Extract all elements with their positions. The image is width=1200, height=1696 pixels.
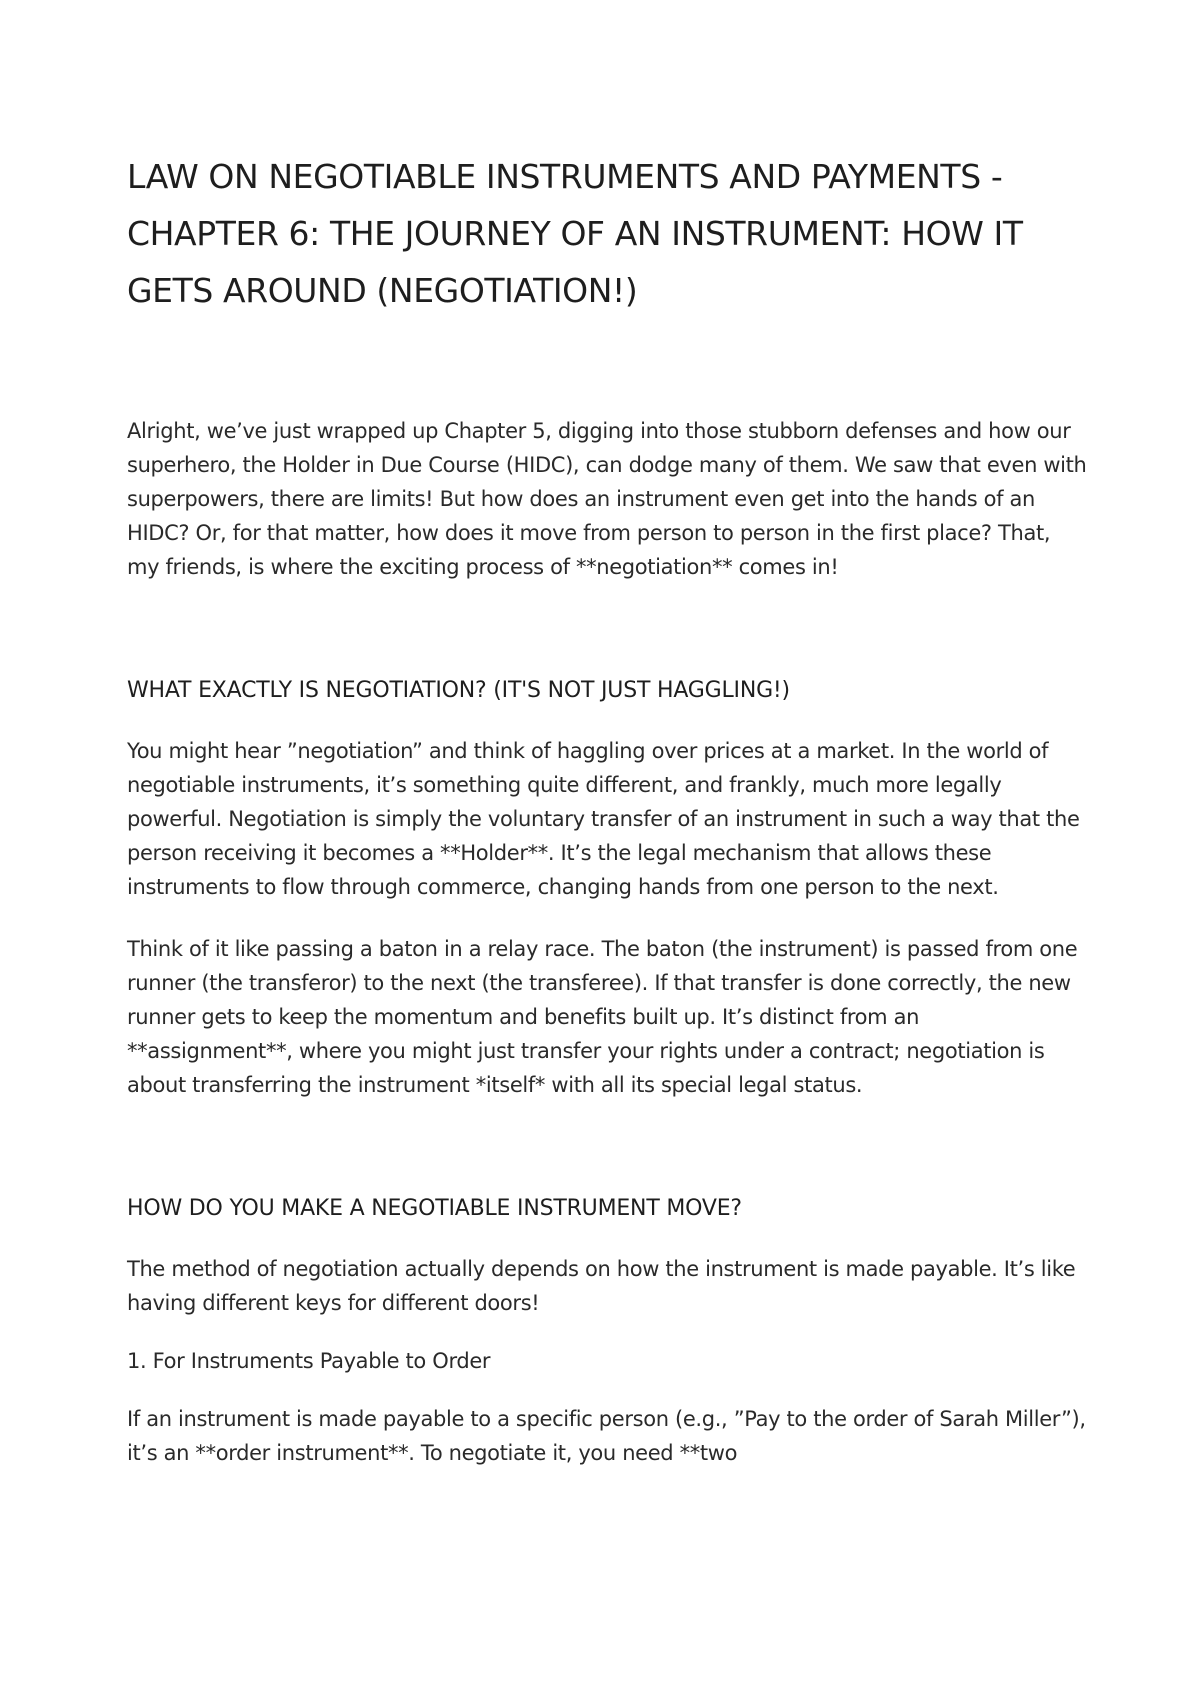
spacer: [127, 1320, 1087, 1344]
document-title: LAW ON NEGOTIABLE INSTRUMENTS AND PAYMENTS - CHAPTER 6: THE JOURNEY OF AN INSTRUMENT: HOW IT GETS AROUND (NEGOTIATION!): [127, 157, 1023, 310]
section-2-paragraph-1: The method of negotiation actually depends on how the instrument is made payable. It’s like having different keys for different doors!: [127, 1257, 1076, 1315]
spacer: [127, 904, 1087, 932]
section-1-paragraph-1: You might hear ”negotiation” and think of haggling over prices at a market. In the world of negotiable instruments, it’s something quite different, and frankly, much more legally powerful. Negotiation is simply the voluntary transfer of an instrument in such a way that the person receiving it becomes a **Holder**. It’s the legal mechanism that allows these instruments to flow through commerce, changing hands from one person to the next.: [127, 739, 1080, 899]
intro-paragraph: Alright, we’ve just wrapped up Chapter 5, digging into those stubborn defenses and how our superhero, the Holder in Due Course (HIDC), can dodge many of them. We saw that even with superpowers, there are limits! But how does an instrument even get into the hands of an HIDC? Or, for that matter, how does it move from person to person in the first place? That, my friends, is where the exciting process of **negotiation** comes in!: [127, 419, 1087, 579]
spacer: [127, 708, 1087, 734]
spacer: [127, 319, 1087, 414]
spacer: [127, 1102, 1087, 1192]
section-heading-how-to-move: HOW DO YOU MAKE A NEGOTIABLE INSTRUMENT MOVE?: [127, 1196, 742, 1221]
subheading-order-instruments: 1. For Instruments Payable to Order: [127, 1349, 491, 1373]
spacer: [127, 1226, 1087, 1252]
document-page: [127, 148, 1087, 1470]
spacer: [127, 584, 1087, 674]
section-heading-negotiation: WHAT EXACTLY IS NEGOTIATION? (IT'S NOT JUST HAGGLING!): [127, 678, 790, 703]
section-1-paragraph-2: Think of it like passing a baton in a relay race. The baton (the instrument) is passed from one runner (the transferor) to the next (the transferee). If that transfer is done correctly, the new runner gets to keep the momentum and benefits built up. It’s distinct from an **assignment**, where you might just transfer your rights under a contract; negotiation is about transferring the instrument *itself* with all its special legal status.: [127, 937, 1078, 1097]
spacer: [127, 1378, 1087, 1402]
section-2-subparagraph: If an instrument is made payable to a specific person (e.g., ”Pay to the order of Sarah Miller”), it’s an **order instrument**. To negotiate it, you need **two: [127, 1407, 1086, 1465]
